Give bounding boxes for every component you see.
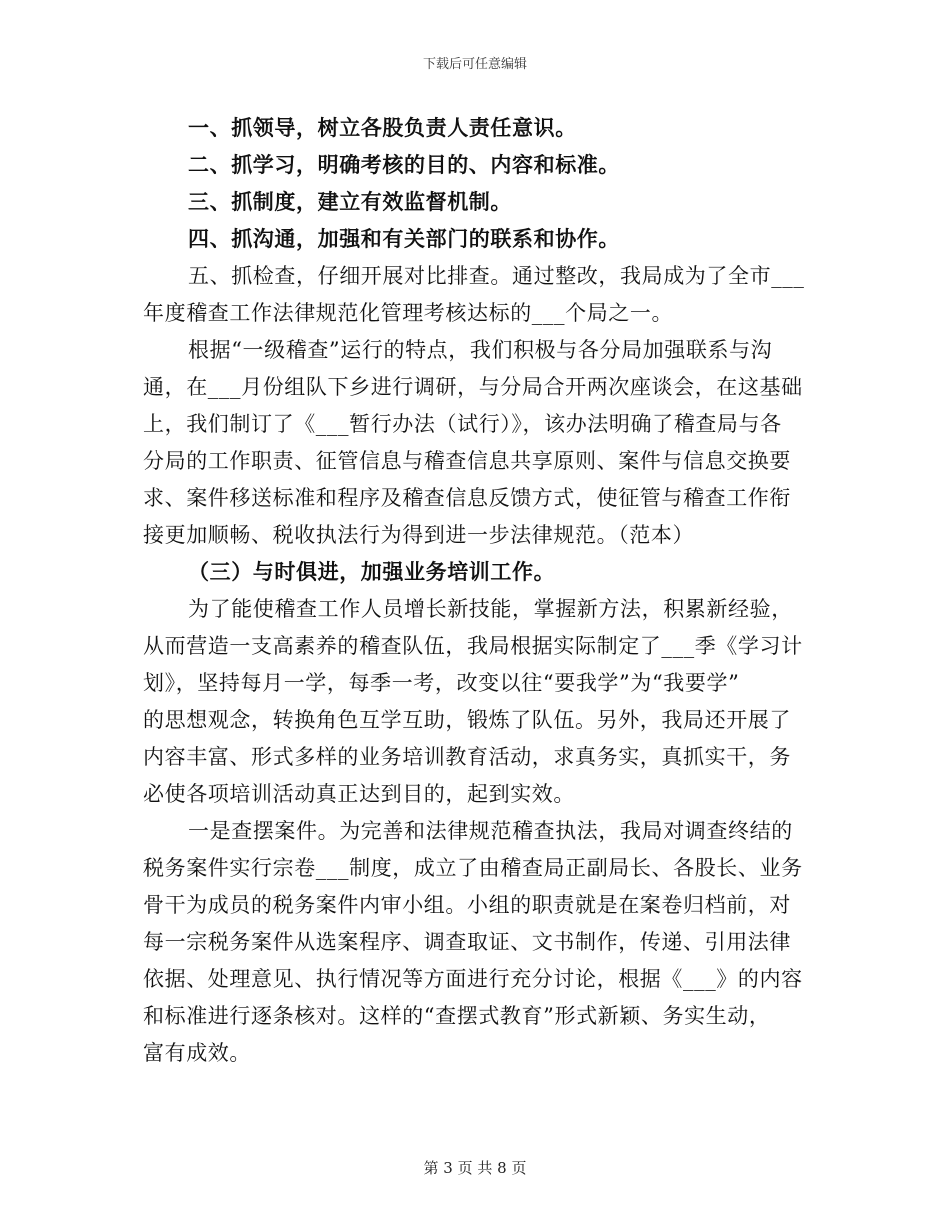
item-study: 二、抓学习，明确考核的目的、内容和标准。 <box>188 153 620 177</box>
item-leadership: 一、抓领导，树立各股负责人责任意识。 <box>188 116 577 140</box>
page-number: 第 3 页 共 8 页 <box>423 1159 527 1177</box>
section-heading: （三）与时俱进，加强业务培训工作。 <box>188 560 556 584</box>
para6-line: 上，我们制订了《___暂行办法（试行）》，该办法明确了稽查局与各 <box>143 412 782 436</box>
para7-line: 划》，坚持每月一学，每季一考，改变以往“要我学”为“我要学” <box>143 671 740 695</box>
document-body <box>143 110 808 1072</box>
para6-line: 通，在___月份组队下乡进行调研，与分局合开两次座谈会，在这基础 <box>143 375 803 399</box>
page-header-note: 下载后可任意编辑 <box>422 57 527 72</box>
para7-line: 内容丰富、形式多样的业务培训教育活动，求真务实，真抓实干，务 <box>143 745 791 769</box>
para6-line: 分局的工作职责、征管信息与稽查信息共享原则、案件与信息交换要 <box>143 449 791 473</box>
para8-line: 骨干为成员的税务案件内审小组。小组的职责就是在案卷归档前，对 <box>143 893 791 917</box>
para8-line: 和标准进行逐条核对。这样的“查摆式教育”形式新颖、务实生动， <box>143 1004 771 1028</box>
para5-line: 五、抓检查，仔细开展对比排查。通过整改，我局成为了全市___ <box>188 264 805 288</box>
para7-line: 必使各项培训活动真正达到目的，起到实效。 <box>143 782 575 806</box>
item-system: 三、抓制度，建立有效监督机制。 <box>188 190 512 214</box>
para8-line: 税务案件实行宗卷___制度，成立了由稽查局正副局长、各股长、业务 <box>143 856 803 880</box>
para8-line: 富有成效。 <box>143 1041 251 1065</box>
para6-line: 根据“一级稽查”运行的特点，我们积极与各分局加强联系与沟 <box>188 338 773 362</box>
para8-line: 依据、处理意见、执行情况等方面进行充分讨论，根据《___》的内容 <box>143 967 803 991</box>
para6-line: 接更加顺畅、税收执法行为得到进一步法律规范。（范本） <box>143 523 695 547</box>
para8-line: 一是查摆案件。为完善和法律规范稽查执法，我局对调查终结的 <box>188 819 793 843</box>
para6-line: 求、案件移送标准和程序及稽查信息反馈方式，使征管与稽查工作衔 <box>143 486 791 510</box>
item-communication: 四、抓沟通，加强和有关部门的联系和协作。 <box>188 227 620 251</box>
para7-line: 从而营造一支高素养的稽查队伍，我局根据实际制定了___季《学习计 <box>143 634 803 658</box>
para5-line: 年度稽查工作法律规范化管理考核达标的___个局之一。 <box>143 301 674 325</box>
para7-line: 的思想观念，转换角色互学互助，锻炼了队伍。另外，我局还开展了 <box>143 708 791 732</box>
para8-line: 每一宗税务案件从选案程序、调查取证、文书制作，传递、引用法律 <box>143 930 791 954</box>
para7-line: 为了能使稽查工作人员增长新技能，掌握新方法，积累新经验， <box>188 597 793 621</box>
